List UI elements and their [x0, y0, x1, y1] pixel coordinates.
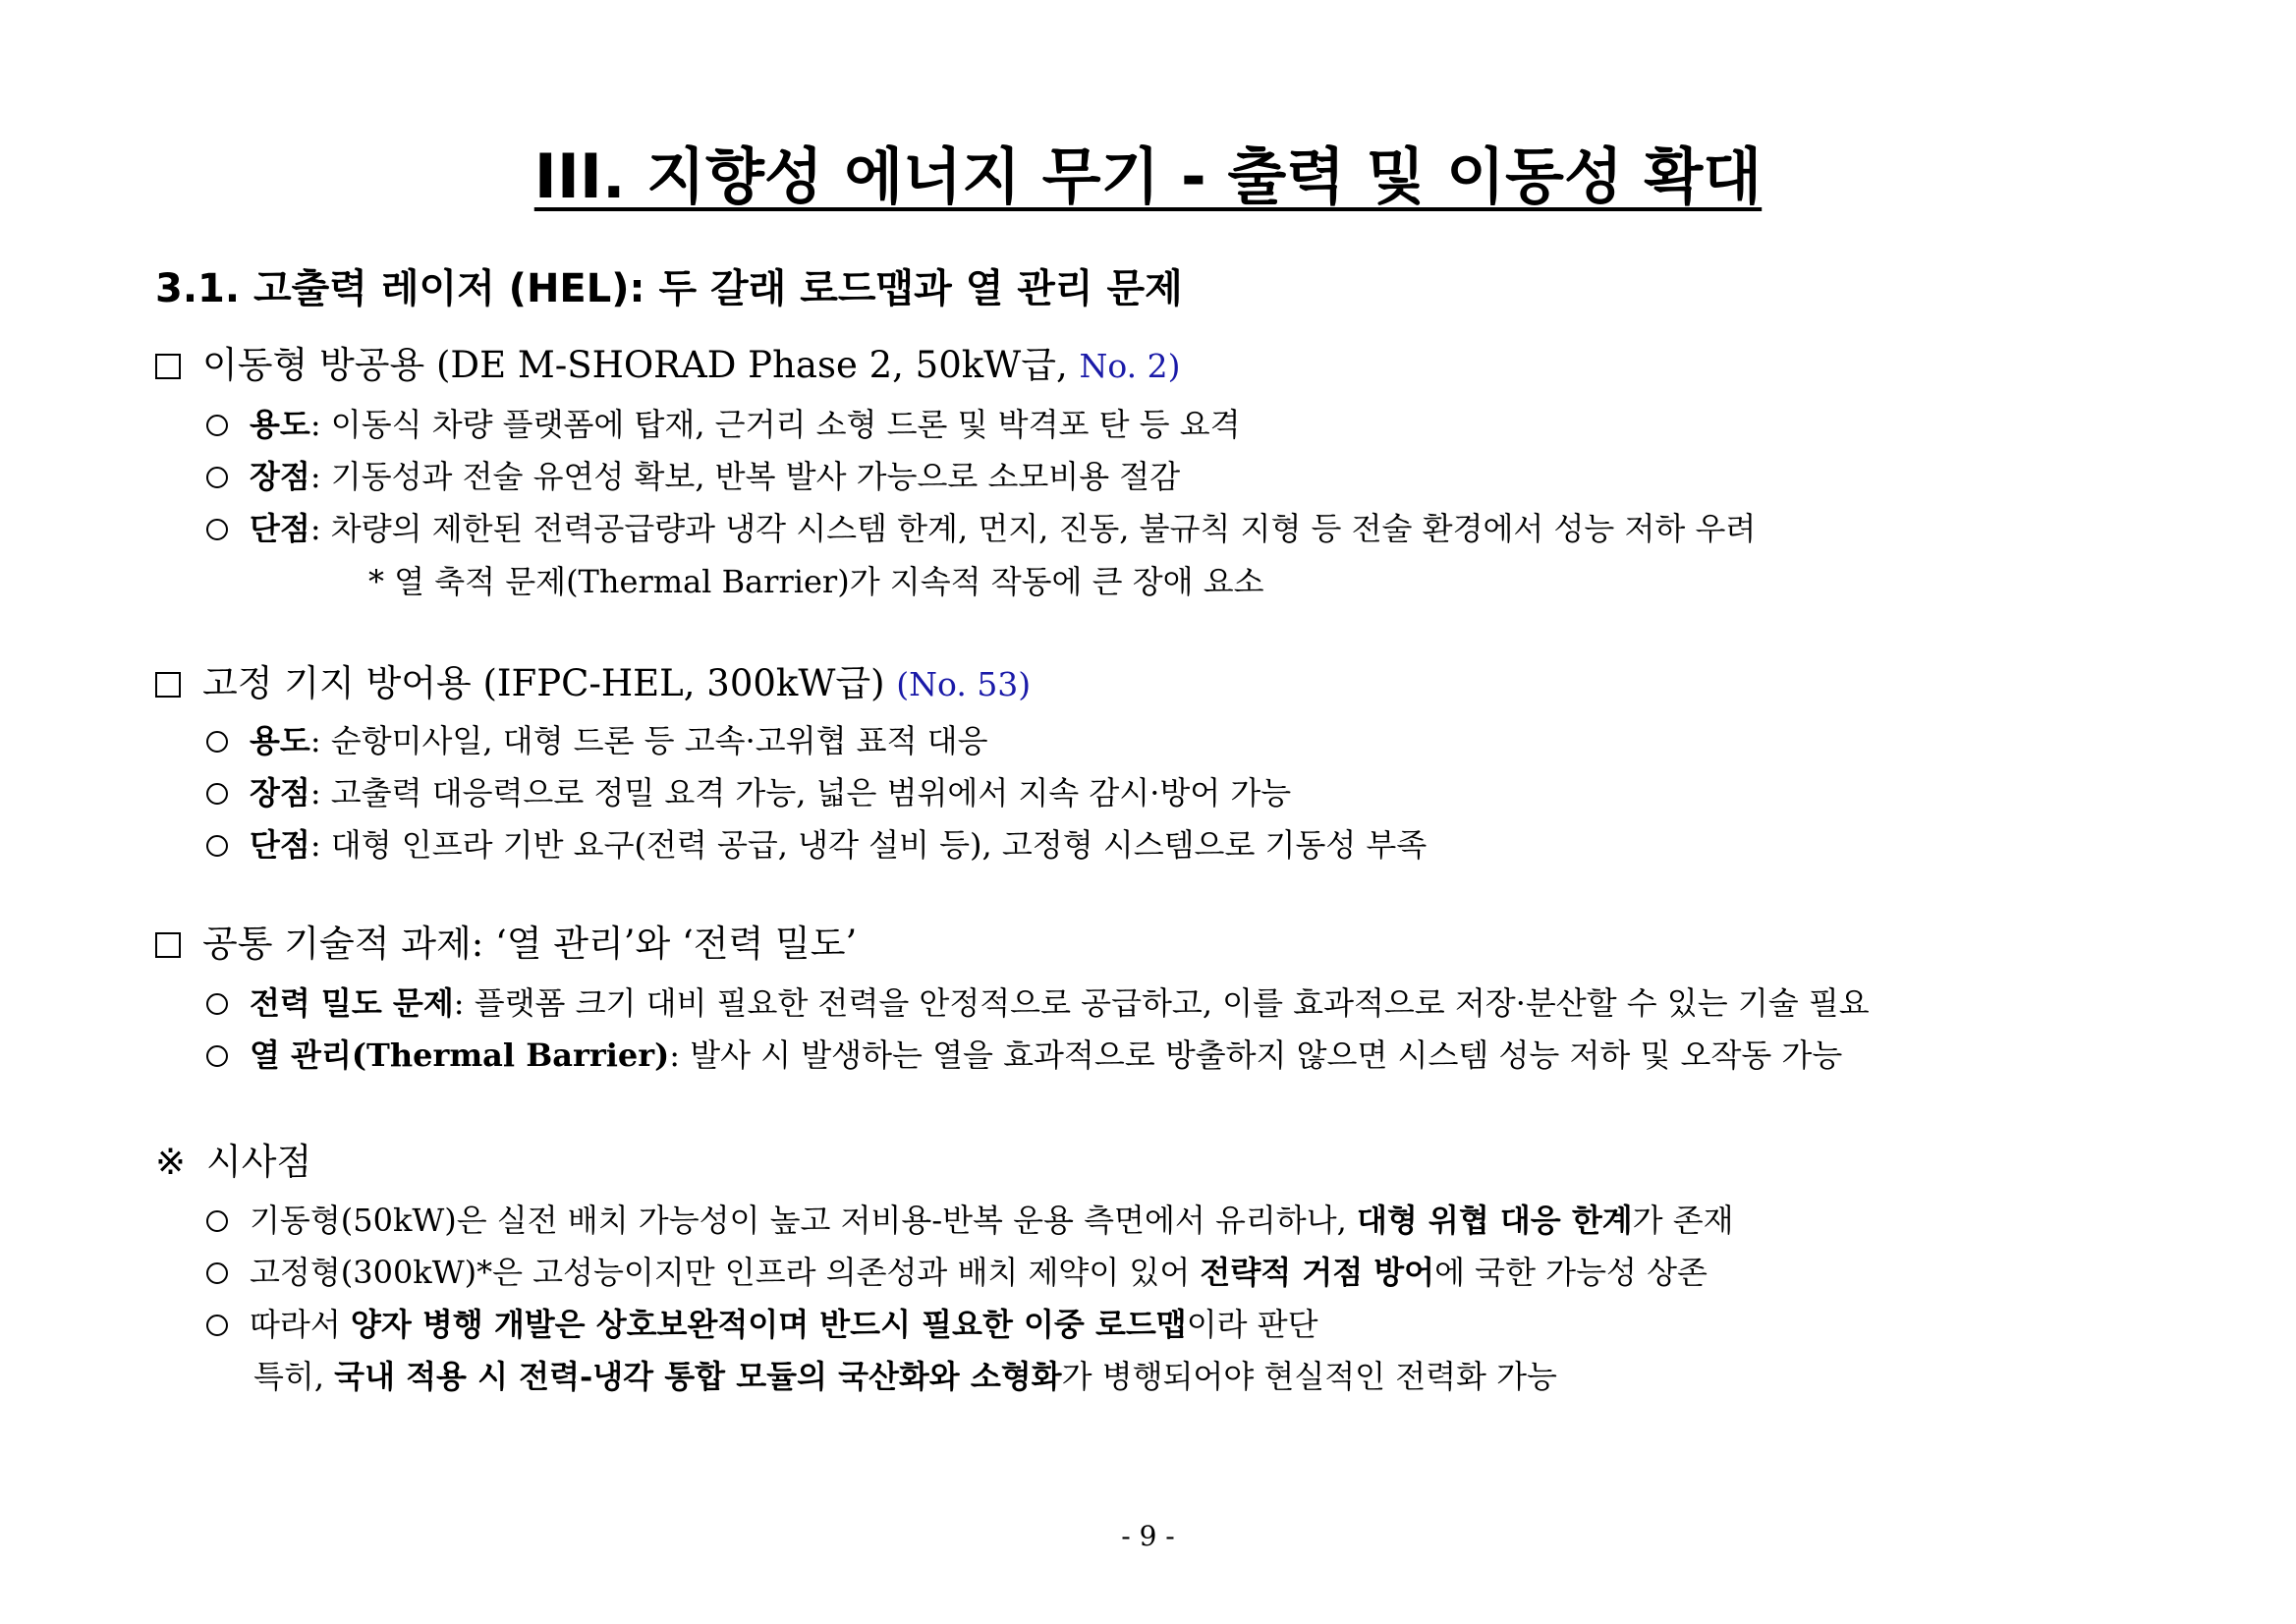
item-text: : 플랫폼 크기 대비 필요한 전력을 안정적으로 공급하고, 이를 효과적으로 저장·분산할 수 있는 기술 필요	[453, 984, 1870, 1022]
checkbox-square-icon	[155, 672, 181, 698]
item-label: 장점	[250, 774, 310, 812]
item-text: 따라서	[250, 1306, 351, 1343]
implications-heading-text: 시사점	[206, 1141, 312, 1183]
item-label: 단점	[250, 510, 310, 547]
circle-bullet-icon	[206, 1045, 228, 1067]
circle-bullet-icon	[206, 415, 228, 436]
item-text: 특히,	[253, 1358, 335, 1395]
item-text: 기동형(50kW)은 실전 배치 가능성이 높고 저비용-반복 운용 측면에서 유리하나,	[250, 1202, 1357, 1239]
item-text: 가 존재	[1632, 1202, 1734, 1239]
circle-bullet-icon	[206, 1210, 228, 1232]
checkbox-square-icon	[155, 932, 181, 958]
item-emphasis: 전략적 거점 방어	[1200, 1254, 1435, 1291]
item-label: 장점	[250, 458, 310, 495]
circle-bullet-icon	[206, 731, 228, 753]
item-text: : 순항미사일, 대형 드론 등 고속·고위협 표적 대응	[309, 722, 988, 759]
item-emphasis: 대형 위협 대응 한계	[1356, 1202, 1633, 1239]
section-heading-common	[155, 917, 857, 972]
reference-number: (No. 53)	[896, 665, 1032, 703]
list-item	[206, 767, 1291, 818]
item-text: 에 국한 가능성 상존	[1434, 1254, 1708, 1291]
item-text: : 발사 시 발생하는 열을 효과적으로 방출하지 않으면 시스템 성능 저하 및 오작동 가능	[669, 1036, 1843, 1074]
list-item	[206, 451, 1180, 502]
implications-heading	[155, 1135, 311, 1190]
circle-bullet-icon	[206, 993, 228, 1015]
section-heading-fixed	[155, 656, 1031, 712]
item-label: 전력 밀도 문제	[250, 984, 454, 1022]
item-emphasis: 국내 적용 시 전력-냉각 통합 모듈의 국산화와 소형화	[334, 1358, 1062, 1395]
section-heading-text: 고정 기지 방어용 (IFPC-HEL, 300kW급)	[202, 662, 885, 704]
item-text: 이라 판단	[1186, 1306, 1318, 1343]
item-text: : 대형 인프라 기반 요구(전력 공급, 냉각 설비 등), 고정형 시스템으로 기동성 부족	[309, 826, 1428, 864]
circle-bullet-icon	[206, 835, 228, 857]
section-heading-text: 이동형 방공용 (DE M-SHORAD Phase 2, 50kW급,	[202, 344, 1068, 386]
reference-mark-icon: ※	[155, 1141, 187, 1183]
page-number: - 9 -	[1121, 1520, 1175, 1552]
item-text: : 차량의 제한된 전력공급량과 냉각 시스템 한계, 먼지, 진동, 불규칙 지형 등 전술 환경에서 성능 저하 우려	[309, 510, 1757, 547]
item-label: 단점	[250, 826, 310, 864]
section-heading-mobile	[155, 338, 1181, 394]
list-item	[206, 503, 1756, 554]
item-label: 용도	[250, 722, 310, 759]
item-text: : 기동성과 전술 유연성 확보, 반복 발사 가능으로 소모비용 절감	[309, 458, 1181, 495]
list-item	[206, 715, 988, 766]
checkbox-square-icon	[155, 354, 181, 379]
circle-bullet-icon	[206, 467, 228, 488]
item-text: 고정형(300kW)*은 고성능이지만 인프라 의존성과 배치 제약이 있어	[250, 1254, 1201, 1291]
list-item-continuation	[253, 1351, 1557, 1402]
item-emphasis: 양자 병행 개발은 상호보완적이며 반드시 필요한 이중 로드맵	[350, 1306, 1187, 1343]
section-heading-text: 공통 기술적 과제: ‘열 관리’와 ‘전력 밀도’	[202, 923, 858, 965]
list-item	[206, 399, 1241, 450]
reference-number: No. 2)	[1079, 347, 1181, 385]
item-label: 열 관리(Thermal Barrier)	[250, 1036, 670, 1074]
list-item	[206, 1299, 1318, 1350]
item-text: : 이동식 차량 플랫폼에 탑재, 근거리 소형 드론 및 박격포 탄 등 요격	[309, 406, 1241, 443]
list-item	[206, 1030, 1842, 1081]
list-item	[206, 1247, 1708, 1298]
item-text: : 고출력 대응력으로 정밀 요격 가능, 넓은 범위에서 지속 감시·방어 가능	[309, 774, 1292, 812]
list-item	[206, 1195, 1734, 1246]
circle-bullet-icon	[206, 519, 228, 540]
list-item	[206, 978, 1870, 1029]
circle-bullet-icon	[206, 783, 228, 805]
item-label: 용도	[250, 406, 310, 443]
circle-bullet-icon	[206, 1315, 228, 1336]
list-item	[206, 819, 1427, 870]
footnote: * 열 축적 문제(Thermal Barrier)가 지속적 작동에 큰 장애 요소	[368, 563, 1264, 600]
section-subtitle: 3.1. 고출력 레이저 (HEL): 두 갈래 로드맵과 열 관리 문제	[155, 266, 1183, 311]
circle-bullet-icon	[206, 1262, 228, 1284]
page-title: III. 지향성 에너지 무기 - 출력 및 이동성 확대	[533, 140, 1763, 212]
item-text: 가 병행되어야 현실적인 전력화 가능	[1061, 1358, 1557, 1395]
